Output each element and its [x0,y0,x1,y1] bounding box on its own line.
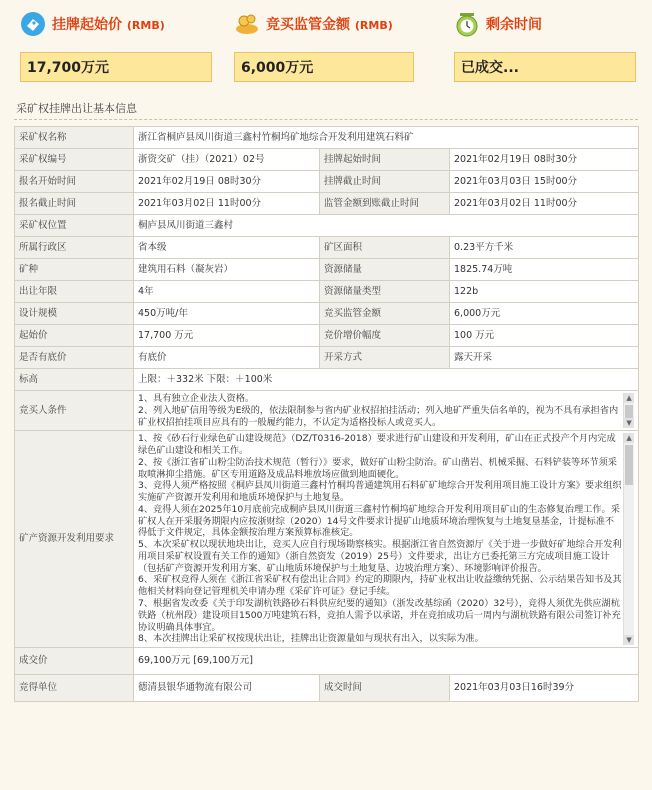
row-label: 出让年限 [15,281,134,303]
row-label: 所属行政区 [15,237,134,259]
row-label: 采矿权名称 [15,127,134,149]
row-label: 竞价增价幅度 [320,325,450,347]
requirement-line: 8、本次挂牌出让采矿权按现状出让，挂牌出让资源量如与现状有出入，以实际为准。 [138,633,484,645]
table-row [15,431,639,648]
row-value: 122b [450,281,639,303]
requirement-line: 1、按《砂石行业绿色矿山建设规范》（DZ/T0316-2018）要求进行矿山建设和开发利用，矿山在正式投产个月内完成绿色矿山建设和相关工作。 [138,433,616,457]
remaining-label: 剩余时间 [486,17,542,33]
deposit-value: 6,000万元 [234,52,414,82]
table-row [15,391,639,431]
section-title: 采矿权挂牌出让基本信息 [16,102,137,115]
table-row [15,237,639,259]
row-label: 挂牌起始时间 [320,149,450,171]
row-value: 浙江省桐庐县凤川街道三鑫村竹桐坞矿地综合开发利用建筑石料矿 [134,127,639,149]
row-label: 矿产资源开发利用要求 [15,431,134,648]
table-row [15,303,639,325]
row-value: 450万吨/年 [134,303,320,325]
row-value: 桐庐县凤川街道三鑫村 [134,215,639,237]
row-value: 17,700 万元 [134,325,320,347]
info-table [14,126,639,702]
requirements-scrollbar[interactable] [623,433,634,645]
table-row [15,648,639,675]
row-value: 浙资交矿（挂）（2021）02号 [134,149,320,171]
requirement-line: 4、竞得人须在2025年10月底前完成桐庐县凤川街道三鑫村竹桐坞矿地综合开发利用项目矿山的生态修复治理工作。采矿权人在开采服务期限内应按浙财综（2020）14号文件要求计提矿山地质环境治理恢复与土地复垦基金，计提标准不得低于文件规定，具体金额按治理方案预算标准核定。 [138,503,620,539]
row-label: 报名开始时间 [15,171,134,193]
requirement-line: 7、根据省发改委《关于印发湖杭铁路砂石料供应纪要的通知》（浙发改基综函（2020）32号），竞得人须优先供应湖杭铁路（杭州段）建设项目1500万吨建筑石料，竞拍人需予以承诺，并在竞拍成功后一周内与湖杭铁路有限公司签订补充协议明确具体事宜。 [138,598,621,633]
requirement-line: 6、采矿权竞得人须在《浙江省采矿权有偿出让合同》约定的期限内，持矿业权出让收益缴纳凭据、公示结果告知书及其他相关材料向登记管理机关申请办理《采矿许可证》登记手续。 [138,574,622,598]
row-value: 省本级 [134,237,320,259]
row-value: 6,000万元 [450,303,639,325]
conditions-scrollbar[interactable] [623,393,634,428]
table-row [15,171,639,193]
row-label: 竞买监管金额 [320,303,450,325]
table-row [15,193,639,215]
row-value: 2021年03月02日 11时00分 [134,193,320,215]
table-row [15,675,639,702]
row-value: 2021年03月02日 11时00分 [450,193,639,215]
requirement-line: 5、本次采矿权以现状地块出让，竞买人应自行现场勘察核实。根据浙江省自然资源厅《关于进一步做好矿地综合开发利用项目采矿权设置有关工作的通知》（浙自然资发（2019）25号）文件要求，出让方已委托第三方完成项目施工设计（包括矿产资源开发利用方案、矿山地质环境保护与土地复垦、边坡治理方案）、环境影响评价报告。 [138,539,622,574]
deposit-label: 竞买监管金额 (RMB) [266,17,393,33]
row-value: 4年 [134,281,320,303]
clock-icon [454,11,480,37]
start-price-label: 挂牌起始价 (RMB) [52,17,165,33]
row-label: 采矿权位置 [15,215,134,237]
table-row [15,127,639,149]
table-row [15,215,639,237]
scroll-down-icon[interactable]: ▼ [624,635,634,645]
price-tag-icon [20,11,46,37]
row-value: 德清县银华通物流有限公司 [134,675,320,702]
row-value: 2021年02月19日 08时30分 [450,149,639,171]
row-label: 矿区面积 [320,237,450,259]
scroll-up-icon[interactable]: ▲ [624,393,634,403]
start-price-card [20,6,212,88]
start-price-value: 17,700万元 [20,52,212,82]
condition-line: 2、列入地矿信用等级为E级的，依法限制参与省内矿业权招拍挂活动；列入地矿严重失信名单的，视为不具有承担省内矿业权招拍挂项目应具有的一般履约能力，不认定为适格投标人或竞买人。 [138,404,619,428]
remaining-value: 已成交... [454,52,636,82]
table-row [15,347,639,369]
row-label: 竞买人条件 [15,391,134,431]
row-value: 100 万元 [450,325,639,347]
table-row [15,369,639,391]
row-value: 2021年03月03日16时39分 [450,675,639,702]
row-label: 是否有底价 [15,347,134,369]
money-hands-icon [234,11,260,37]
row-value: 2021年02月19日 08时30分 [134,171,320,193]
row-value: 0.23平方千米 [450,237,639,259]
row-label: 矿种 [15,259,134,281]
remaining-card [454,6,636,88]
row-value: 69,100万元 [69,100万元] [134,648,639,675]
row-label: 开采方式 [320,347,450,369]
conditions-textarea[interactable] [134,391,639,431]
table-row [15,325,639,347]
scroll-thumb[interactable] [625,445,633,485]
row-value: 上限：＋332米 下限：＋100米 [134,369,639,391]
row-label: 成交时间 [320,675,450,702]
stats-bar [0,0,652,96]
row-label: 采矿权编号 [15,149,134,171]
row-value: 有底价 [134,347,320,369]
condition-line: 1、具有独立企业法人资格。 [138,393,255,404]
row-label: 成交价 [15,648,134,675]
row-label: 起始价 [15,325,134,347]
row-label: 设计规模 [15,303,134,325]
scroll-up-icon[interactable]: ▲ [624,433,634,443]
row-value: 建筑用石料（凝灰岩） [134,259,320,281]
row-label: 报名截止时间 [15,193,134,215]
requirement-line: 2、按《浙江省矿山粉尘防治技术规范（暂行）》要求，做好矿山粉尘防治。矿山凿岩、机械采掘、石料铲装等环节须采取喷淋抑尘措施。矿区专用道路及成品料堆放场应做到地面硬化。 [138,456,617,480]
deposit-card [234,6,414,88]
scroll-down-icon[interactable]: ▼ [624,418,634,428]
table-row [15,149,639,171]
row-label: 资源储量类型 [320,281,450,303]
row-label: 竞得单位 [15,675,134,702]
row-value: 露天开采 [450,347,639,369]
section-divider [14,119,638,120]
table-row [15,281,639,303]
requirement-line: 3、竞得人须严格按照《桐庐县凤川街道三鑫村竹桐坞普通建筑用石料矿矿地综合开发利用项目施工设计方案》要求组织实施矿产资源开发利用和地质环境保护与土地复垦。 [138,480,622,504]
row-label: 监管金额到账截止时间 [320,193,450,215]
row-label: 标高 [15,369,134,391]
row-label: 挂牌截止时间 [320,171,450,193]
row-value: 2021年03月03日 15时00分 [450,171,639,193]
table-row [15,259,639,281]
row-label: 资源储量 [320,259,450,281]
row-value: 1825.74万吨 [450,259,639,281]
requirements-textarea[interactable] [134,431,639,648]
